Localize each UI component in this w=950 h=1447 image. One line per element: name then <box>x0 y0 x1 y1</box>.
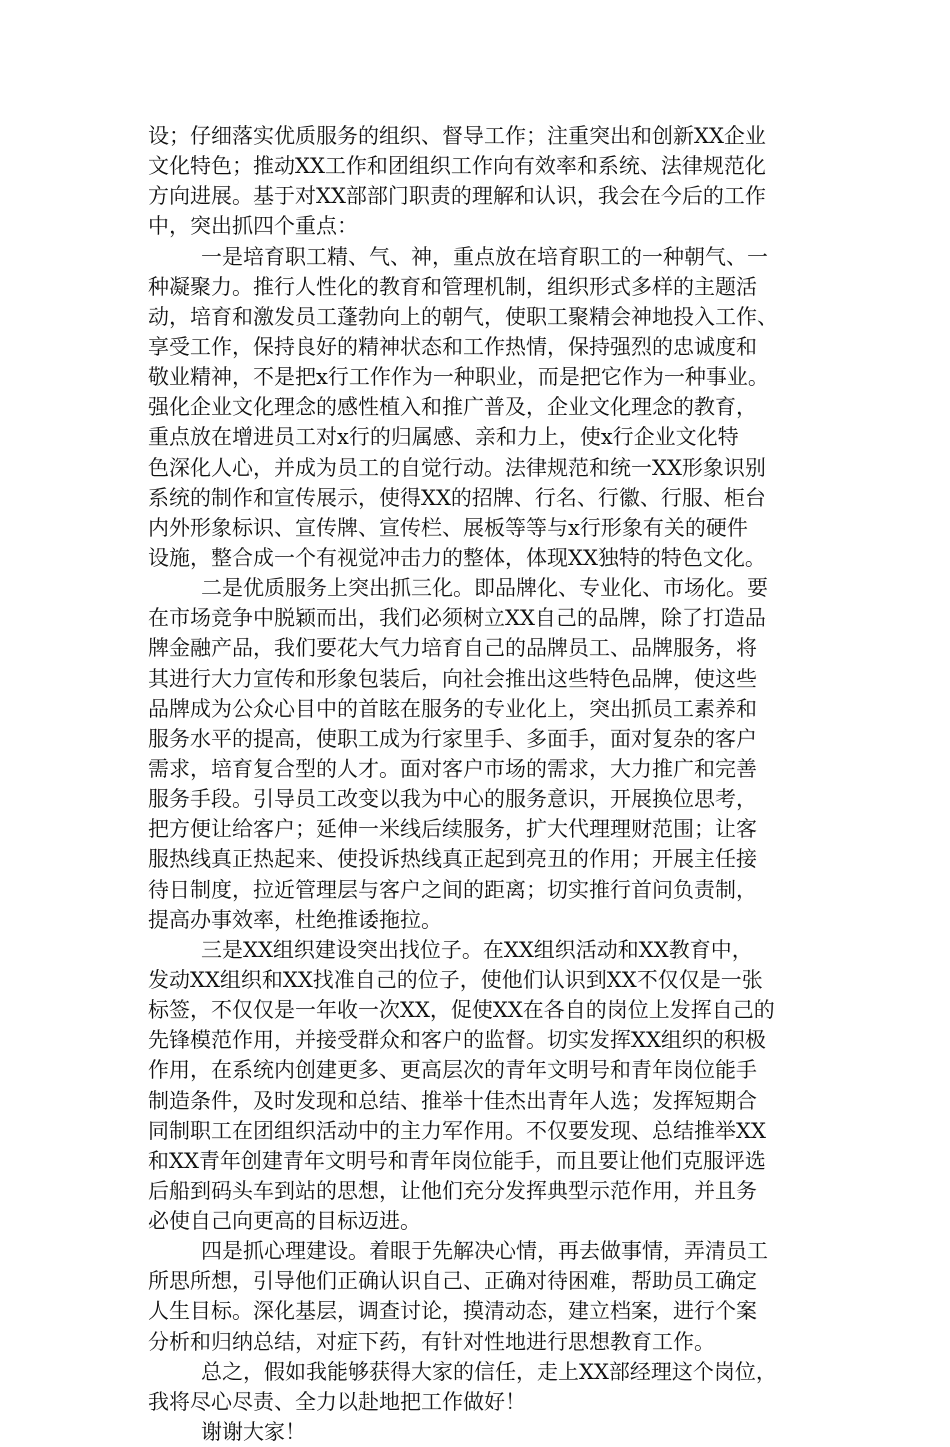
text-line: 作用，在系统内创建更多、更高层次的青年文明号和青年岗位能手 <box>148 1058 757 1083</box>
text-line: 牌金融产品，我们要花大气力培育自己的品牌员工、品牌服务，将 <box>148 636 757 661</box>
text-line: 内外形象标识、宣传牌、宣传栏、展板等等与x行形象有关的硬件 <box>148 515 748 540</box>
text-line: 系统的制作和宣传展示，使得XX的招牌、行名、行徽、行服、柜台 <box>148 485 766 510</box>
text-line: 必使自己向更高的目标迈进。 <box>148 1209 421 1234</box>
text-line: 分析和归纳总结，对症下药，有针对性地进行思想教育工作。 <box>148 1329 715 1354</box>
text-line: 总之，假如我能够获得大家的信任，走上XX部经理这个岗位， <box>201 1359 777 1384</box>
text-line: 强化企业文化理念的感性植入和推广普及，企业文化理念的教育， <box>148 395 757 420</box>
text-line: 重点放在增进员工对x行的归属感、亲和力上，使x行企业文化特 <box>148 425 739 450</box>
text-line: 二是优质服务上突出抓三化。即品牌化、专业化、市场化。要 <box>201 576 768 601</box>
text-line: 服务手段。引导员工改变以我为中心的服务意识，开展换位思考， <box>148 787 757 812</box>
text-line: 我将尽心尽责、全力以赴地把工作做好！ <box>148 1389 526 1414</box>
text-line: 提高办事效率，杜绝推诿拖拉。 <box>148 907 442 932</box>
text-line: 把方便让给客户；延伸一米线后续服务，扩大代理理财范围；让客 <box>148 817 757 842</box>
text-line: 设；仔细落实优质服务的组织、督导工作；注重突出和创新XX企业 <box>148 124 766 148</box>
text-line: 服务水平的提高，使职工成为行家里手、多面手，面对复杂的客户 <box>148 726 757 751</box>
text-line: 动，培育和激发员工蓬勃向上的朝气，使职工聚精会神地投入工作、 <box>148 304 778 329</box>
text-line: 先锋模范作用，并接受群众和客户的监督。切实发挥XX组织的积极 <box>148 1028 766 1053</box>
text-line: 一是培育职工精、气、神，重点放在培育职工的一种朝气、一 <box>201 244 768 269</box>
text-line: 中，突出抓四个重点： <box>148 214 358 239</box>
text-line: 发动XX组织和XX找准自己的位子，使他们认识到XX不仅仅是一张 <box>148 967 763 992</box>
text-line: 四是抓心理建设。着眼于先解决心情，再去做事情，弄清员工 <box>201 1239 768 1264</box>
text-line: 方向进展。基于对XX部部门职责的理解和认识，我会在今后的工作 <box>148 184 766 209</box>
text-line: 设施，整合成一个有视觉冲击力的整体，体现XX独特的特色文化。 <box>148 545 766 570</box>
document-body <box>148 121 834 1447</box>
text-line: 标签，不仅仅是一年收一次XX，促使XX在各自的岗位上发挥自己的 <box>148 998 775 1023</box>
text-line: 敬业精神，不是把x行工作作为一种职业，而是把它作为一种事业。 <box>148 365 769 390</box>
text-line: 在市场竞争中脱颖而出，我们必须树立XX自己的品牌，除了打造品 <box>148 606 766 631</box>
text-line: 三是XX组织建设突出找位子。在XX组织活动和XX教育中， <box>201 937 753 962</box>
text-line: 文化特色；推动XX工作和团组织工作向有效率和系统、法律规范化 <box>148 154 766 179</box>
text-line: 其进行大力宣传和形象包装后，向社会推出这些特色品牌，使这些 <box>148 666 757 691</box>
text-line: 谢谢大家！ <box>201 1420 306 1445</box>
text-line: 所思所想，引导他们正确认识自己、正确对待困难，帮助员工确定 <box>148 1269 757 1294</box>
text-line: 待日制度，拉近管理层与客户之间的距离；切实推行首问负责制， <box>148 877 757 902</box>
text-line: 品牌成为公众心目中的首眩在服务的专业化上，突出抓员工素养和 <box>148 696 757 721</box>
text-line: 色深化人心，并成为员工的自觉行动。法律规范和统一XX形象识别 <box>148 455 766 480</box>
text-line: 享受工作，保持良好的精神状态和工作热情，保持强烈的忠诚度和 <box>148 334 757 359</box>
text-line: 制造条件，及时发现和总结、推举十佳杰出青年人选；发挥短期合 <box>148 1088 757 1113</box>
text-line: 服热线真正热起来、使投诉热线真正起到亮丑的作用；开展主任接 <box>148 847 757 872</box>
text-line: 种凝聚力。推行人性化的教育和管理机制，组织形式多样的主题活 <box>148 274 757 299</box>
text-line: 需求，培育复合型的人才。面对客户市场的需求，大力推广和完善 <box>148 756 757 781</box>
text-line: 人生目标。深化基层，调查讨论，摸清动态，建立档案，进行个案 <box>148 1299 757 1324</box>
text-line: 同制职工在团组织活动中的主力军作用。不仅要发现、总结推举XX <box>148 1118 766 1143</box>
text-line: 后船到码头车到站的思想，让他们充分发挥典型示范作用，并且务 <box>148 1178 757 1203</box>
text-line: 和XX青年创建青年文明号和青年岗位能手，而且要让他们克服评选 <box>148 1148 766 1173</box>
